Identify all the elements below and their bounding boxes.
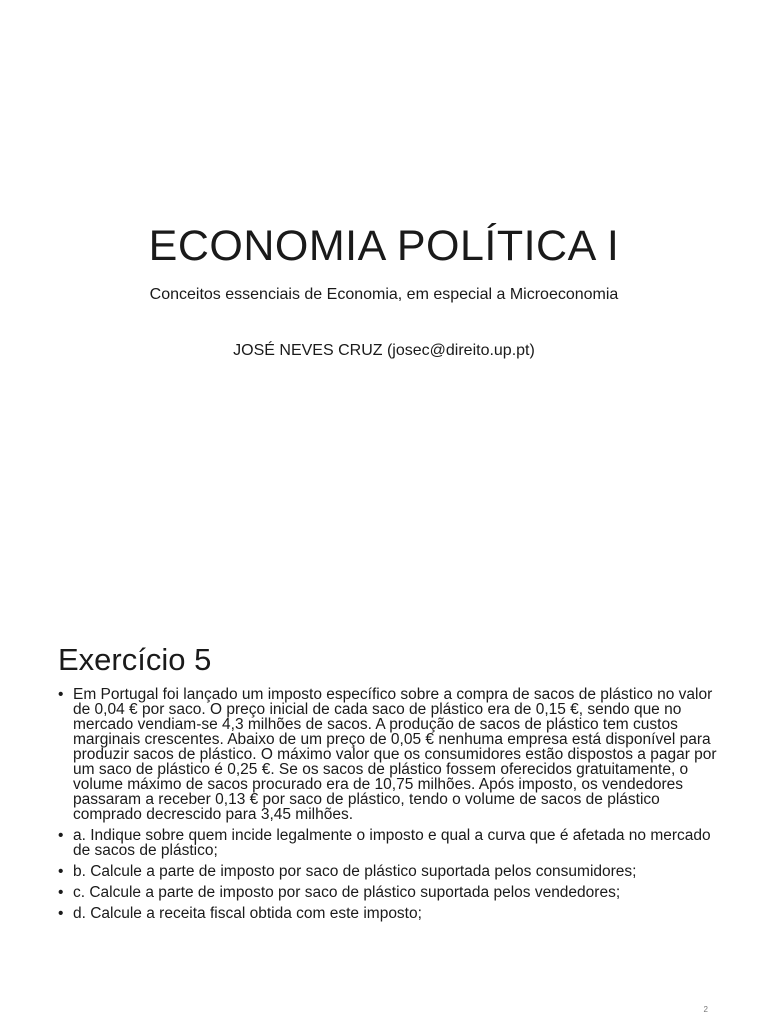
- exercise-slide: [0, 512, 768, 1024]
- bullet-icon: •: [58, 863, 64, 880]
- bullet-icon: •: [58, 827, 64, 844]
- question-d: [58, 906, 718, 921]
- bullet-text: c. Calcule a parte de imposto por saco de plástico suportada pelos vendedores;: [73, 884, 621, 901]
- exercise-bullet-list: [58, 687, 718, 927]
- page-number: 2: [703, 1005, 708, 1014]
- exercise-statement: [58, 687, 718, 822]
- question-b: [58, 864, 718, 879]
- bullet-icon: •: [58, 905, 64, 922]
- bullet-icon: •: [58, 686, 64, 703]
- exercise-title: Exercício 5: [58, 642, 212, 677]
- bullet-icon: •: [58, 884, 64, 901]
- question-a: [58, 828, 718, 858]
- bullet-text: b. Calcule a parte de imposto por saco de plástico suportada pelos consumidores;: [73, 863, 637, 880]
- course-title: ECONOMIA POLÍTICA I: [148, 222, 620, 270]
- bullet-text: d. Calcule a receita fiscal obtida com este imposto;: [73, 905, 422, 922]
- author-line: JOSÉ NEVES CRUZ (josec@direito.up.pt): [233, 342, 535, 359]
- bullet-text: a. Indique sobre quem incide legalmente o imposto e qual a curva que é afetada no mercado de sacos de plástico;: [73, 827, 711, 859]
- bullet-text: Em Portugal foi lançado um imposto específico sobre a compra de sacos de plástico no valor de 0,04 € por saco. O preço inicial de cada saco de plástico era de 0,15 €, sendo que no mercado vendiam-se 4,3 milhões de sacos. A produção de sacos de plástico tem custos marginais crescentes. Abaixo de um preço de 0,05 € nenhuma empresa está disponível para produzir sacos de plástico. O máximo valor que os consumidores estão dispostos a pagar por um saco de plástico é 0,25 €. Se os sacos de plástico fossem oferecidos gratuitamente, o volume máximo de sacos procurado era de 10,75 milhões. Após imposto, os vendedores passaram a receber 0,13 € por saco de plástico, tendo o volume de sacos de plástico comprado decrescido para 3,45 milhões.: [73, 686, 717, 823]
- question-c: [58, 885, 718, 900]
- course-subtitle: Conceitos essenciais de Economia, em especial a Microeconomia: [149, 286, 619, 303]
